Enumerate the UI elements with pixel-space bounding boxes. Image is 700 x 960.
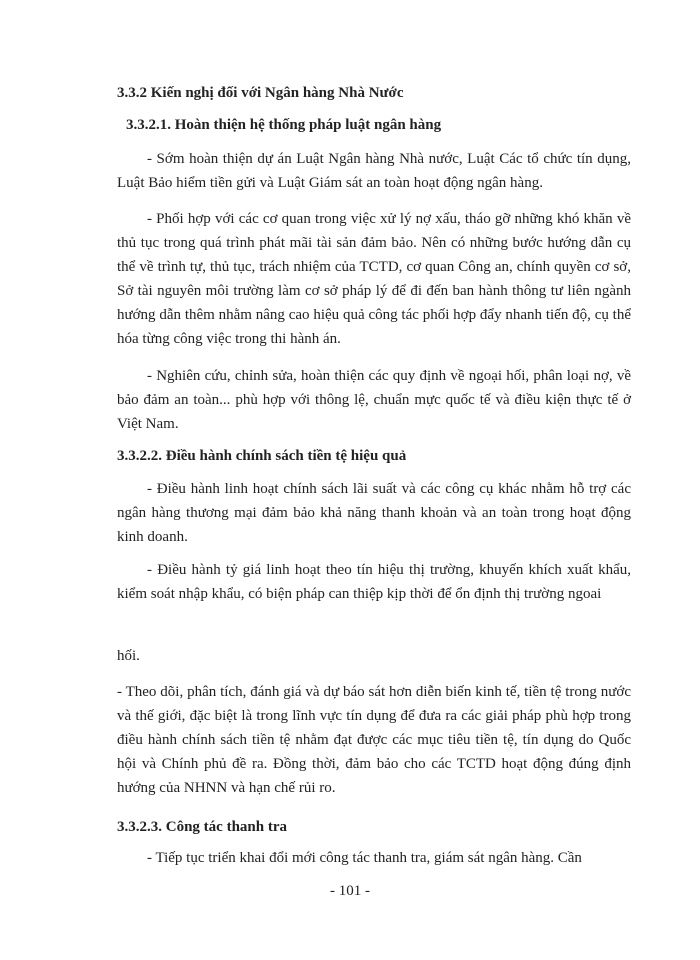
- paragraph: - Sớm hoàn thiện dự án Luật Ngân hàng Nhà nước, Luật Các tổ chức tín dụng, Luật Bảo hiểm tiền gửi và Luật Giám sát an toàn hoạt động ngân hàng.: [117, 151, 631, 191]
- paragraph: - Phối hợp với các cơ quan trong việc xử lý nợ xấu, tháo gỡ những khó khăn về thủ tục trong quá trình phát mãi tài sản đảm bảo. Nên có những bước hướng dẫn cụ thể về trình tự, thủ tục, trách nhiệm của TCTD, cơ quan Công an, chính quyền cơ sở, Sở tài nguyên môi trường làm cơ sở pháp lý để đi đến ban hành thông tư liên ngành hướng dẫn thêm nhằm nâng cao hiệu quả công tác phối hợp đẩy nhanh tiến độ, cụ thể hóa từng công việc trong thi hành án.: [117, 211, 631, 347]
- paragraph: - Nghiên cứu, chỉnh sửa, hoàn thiện các quy định về ngoại hối, phân loại nợ, về bảo đảm an toàn... phù hợp với thông lệ, chuẩn mực quốc tế và điều kiện thực tế ở Việt Nam.: [117, 368, 631, 432]
- paragraph: - Điều hành tỷ giá linh hoạt theo tín hiệu thị trường, khuyến khích xuất khẩu, kiểm soát nhập khẩu, có biện pháp can thiệp kịp thời để ổn định thị trường ngoai: [117, 562, 631, 602]
- section-heading: 3.3.2 Kiến nghị đối với Ngân hàng Nhà Nước: [117, 85, 404, 101]
- paragraph: - Theo dõi, phân tích, đánh giá và dự báo sát hơn diễn biến kinh tế, tiền tệ trong nước và thế giới, đặc biệt là trong lĩnh vực tín dụng để đưa ra các giải pháp phù hợp trong điều hành chính sách tiền tệ nhằm đạt được các mục tiêu tiền tệ, tín dụng do Quốc hội và Chính phủ đề ra. Đồng thời, đảm bảo cho các TCTD hoạt động đúng định hướng của NHNN và hạn chế rủi ro.: [117, 684, 631, 796]
- subsection-heading-2: 3.3.2.2. Điều hành chính sách tiền tệ hiệu quả: [117, 448, 407, 464]
- subsection-heading-1: 3.3.2.1. Hoàn thiện hệ thống pháp luật ngân hàng: [126, 117, 442, 133]
- page-number: - 101 -: [330, 883, 370, 899]
- paragraph: - Điều hành linh hoạt chính sách lãi suất và các công cụ khác nhằm hỗ trợ các ngân hàng thương mại đảm bảo khả năng thanh khoản và an toàn trong hoạt động kinh doanh.: [117, 481, 631, 545]
- subsection-heading-3: 3.3.2.3. Công tác thanh tra: [117, 819, 288, 835]
- paragraph: - Tiếp tục triển khai đổi mới công tác thanh tra, giám sát ngân hàng. Cần: [147, 850, 582, 866]
- paragraph-continuation: hối.: [117, 648, 140, 664]
